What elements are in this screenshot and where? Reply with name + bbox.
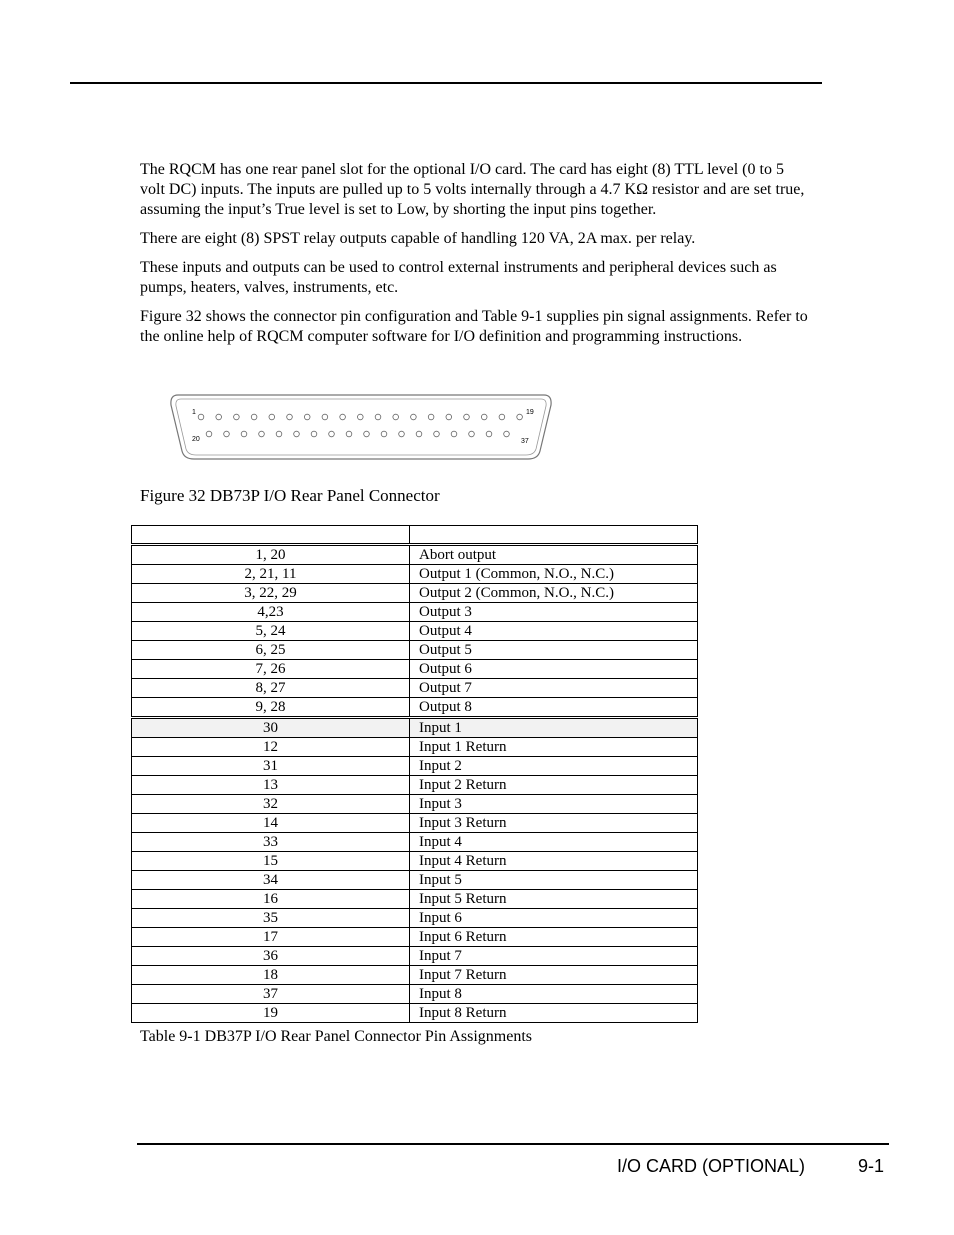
- connector-pin: [346, 431, 352, 437]
- table-row: [132, 603, 698, 622]
- table-row: [132, 757, 698, 776]
- signal-name-cell: Input 5: [410, 871, 698, 890]
- signal-name-cell: Input 1: [410, 718, 698, 738]
- table-row: [132, 985, 698, 1004]
- signal-name-cell: Input 3 Return: [410, 814, 698, 833]
- connector-pin: [464, 414, 470, 420]
- connector-pin: [322, 414, 328, 420]
- signal-name-cell: Input 8: [410, 985, 698, 1004]
- connector-pin: [340, 414, 346, 420]
- pin-number-cell: 12: [132, 738, 410, 757]
- table-row: [132, 890, 698, 909]
- connector-pin: [428, 414, 434, 420]
- connector-pin: [381, 431, 387, 437]
- signal-name-cell: Input 4 Return: [410, 852, 698, 871]
- table-row: [132, 928, 698, 947]
- pin-number-cell: 5, 24: [132, 622, 410, 641]
- footer-section-title: I/O CARD (OPTIONAL): [617, 1156, 806, 1176]
- connector-pin: [241, 431, 247, 437]
- connector-pin: [234, 414, 240, 420]
- pin-label-1: 1: [192, 409, 196, 416]
- paragraph-uses: These inputs and outputs can be used to control external instruments and peripheral devices such as pumps, heaters, valves, instruments, etc.: [140, 259, 777, 296]
- pin-number-cell: 4,23: [132, 603, 410, 622]
- pin-number-cell: 34: [132, 871, 410, 890]
- connector-pin: [411, 414, 417, 420]
- connector-pin: [251, 414, 257, 420]
- paragraph-intro: The RQCM has one rear panel slot for the optional I/O card. The card has eight (8) TTL level (0 to 5 volt DC) inputs. The inputs are pulled up to 5 volts internally through a 4.7 KΩ resistor and are set true, assuming the input’s True level is set to Low, by shorting the input pins together.: [140, 161, 805, 218]
- connector-pin: [486, 431, 492, 437]
- connector-pin: [393, 414, 399, 420]
- pin-number-cell: 3, 22, 29: [132, 584, 410, 603]
- header-cell-signal: [410, 526, 698, 545]
- pin-number-cell: 9, 28: [132, 698, 410, 718]
- pin-number-cell: 37: [132, 985, 410, 1004]
- signal-name-cell: Input 5 Return: [410, 890, 698, 909]
- pin-number-cell: 16: [132, 890, 410, 909]
- signal-name-cell: Output 5: [410, 641, 698, 660]
- table-caption: Table 9-1 DB37P I/O Rear Panel Connector Pin Assignments: [140, 1028, 533, 1045]
- pin-number-cell: 17: [132, 928, 410, 947]
- pin-number-cell: 1, 20: [132, 545, 410, 565]
- table-row: [132, 795, 698, 814]
- signal-name-cell: Input 1 Return: [410, 738, 698, 757]
- signal-name-cell: Input 8 Return: [410, 1004, 698, 1023]
- connector-pin: [375, 414, 381, 420]
- connector-pin: [434, 431, 440, 437]
- pin-number-cell: 33: [132, 833, 410, 852]
- signal-name-cell: Output 1 (Common, N.O., N.C.): [410, 565, 698, 584]
- table-row: [132, 679, 698, 698]
- table-row: [132, 814, 698, 833]
- signal-name-cell: Output 3: [410, 603, 698, 622]
- connector-pin: [198, 414, 204, 420]
- signal-name-cell: Input 6 Return: [410, 928, 698, 947]
- pin-number-cell: 15: [132, 852, 410, 871]
- header-cell-pin: [132, 526, 410, 545]
- table-row: [132, 718, 698, 738]
- table-header-row: [132, 526, 698, 545]
- footer-page-number: 9-1: [858, 1156, 885, 1176]
- pin-label-37: 37: [521, 438, 529, 445]
- connector-pin: [451, 431, 457, 437]
- table-row: [132, 909, 698, 928]
- body-text: [140, 160, 812, 356]
- pin-number-cell: 7, 26: [132, 660, 410, 679]
- signal-name-cell: Input 2: [410, 757, 698, 776]
- pin-number-cell: 14: [132, 814, 410, 833]
- signal-name-cell: Output 4: [410, 622, 698, 641]
- table-row: [132, 641, 698, 660]
- connector-pin: [399, 431, 405, 437]
- table-row: [132, 738, 698, 757]
- signal-name-cell: Input 6: [410, 909, 698, 928]
- table-row: [132, 1004, 698, 1023]
- signal-name-cell: Output 8: [410, 698, 698, 718]
- paragraph-references: Figure 32 shows the connector pin configuration and Table 9-1 supplies pin signal assignments. Refer to the online help of RQCM computer software for I/O definition and programming instructions.: [140, 308, 808, 345]
- connector-pin: [216, 414, 222, 420]
- connector-pin: [206, 431, 212, 437]
- table-row: [132, 852, 698, 871]
- connector-shell-outer: [171, 395, 551, 459]
- figure-caption: Figure 32 DB73P I/O Rear Panel Connector: [140, 486, 440, 505]
- connector-pin: [364, 431, 370, 437]
- pin-number-cell: 31: [132, 757, 410, 776]
- connector-pin: [358, 414, 364, 420]
- pin-assignment-table: [131, 525, 698, 1023]
- pin-number-cell: 19: [132, 1004, 410, 1023]
- pin-number-cell: 6, 25: [132, 641, 410, 660]
- signal-name-cell: Output 6: [410, 660, 698, 679]
- table-row: [132, 698, 698, 718]
- pin-number-cell: 13: [132, 776, 410, 795]
- connector-pin: [287, 414, 293, 420]
- connector-pin: [294, 431, 300, 437]
- connector-pin: [499, 414, 505, 420]
- table-row: [132, 776, 698, 795]
- signal-name-cell: Output 2 (Common, N.O., N.C.): [410, 584, 698, 603]
- table-row: [132, 833, 698, 852]
- pin-number-cell: 32: [132, 795, 410, 814]
- connector-pin: [311, 431, 317, 437]
- pin-number-cell: 2, 21, 11: [132, 565, 410, 584]
- table-row: [132, 565, 698, 584]
- connector-shell-inner: [176, 399, 546, 455]
- connector-pin: [469, 431, 475, 437]
- connector-pins: [198, 414, 522, 437]
- pin-number-cell: 36: [132, 947, 410, 966]
- signal-name-cell: Input 2 Return: [410, 776, 698, 795]
- pin-label-20: 20: [192, 436, 200, 443]
- table-row: [132, 545, 698, 565]
- table-row: [132, 584, 698, 603]
- signal-name-cell: Abort output: [410, 545, 698, 565]
- footer-rule: [137, 1143, 889, 1145]
- table-row: [132, 622, 698, 641]
- connector-pin: [504, 431, 510, 437]
- paragraph-relays: There are eight (8) SPST relay outputs capable of handling 120 VA, 2A max. per relay.: [140, 230, 696, 247]
- signal-name-cell: Input 4: [410, 833, 698, 852]
- pin-label-19: 19: [526, 409, 534, 416]
- connector-pin: [304, 414, 310, 420]
- pin-number-cell: 18: [132, 966, 410, 985]
- connector-pin: [269, 414, 275, 420]
- table-row: [132, 947, 698, 966]
- connector-pin: [517, 414, 523, 420]
- connector-pin: [416, 431, 422, 437]
- signal-name-cell: Input 7: [410, 947, 698, 966]
- pin-number-cell: 8, 27: [132, 679, 410, 698]
- connector-pin: [481, 414, 487, 420]
- pin-number-cell: 30: [132, 718, 410, 738]
- signal-name-cell: Output 7: [410, 679, 698, 698]
- connector-pin: [259, 431, 265, 437]
- connector-pin: [276, 431, 282, 437]
- signal-name-cell: Input 7 Return: [410, 966, 698, 985]
- connector-pin: [446, 414, 452, 420]
- table-row: [132, 871, 698, 890]
- table-row: [132, 966, 698, 985]
- header-rule: [70, 82, 822, 84]
- connector-pin: [329, 431, 335, 437]
- table-row: [132, 660, 698, 679]
- connector-pin: [224, 431, 230, 437]
- db37-connector-diagram: [168, 393, 554, 461]
- pin-number-cell: 35: [132, 909, 410, 928]
- signal-name-cell: Input 3: [410, 795, 698, 814]
